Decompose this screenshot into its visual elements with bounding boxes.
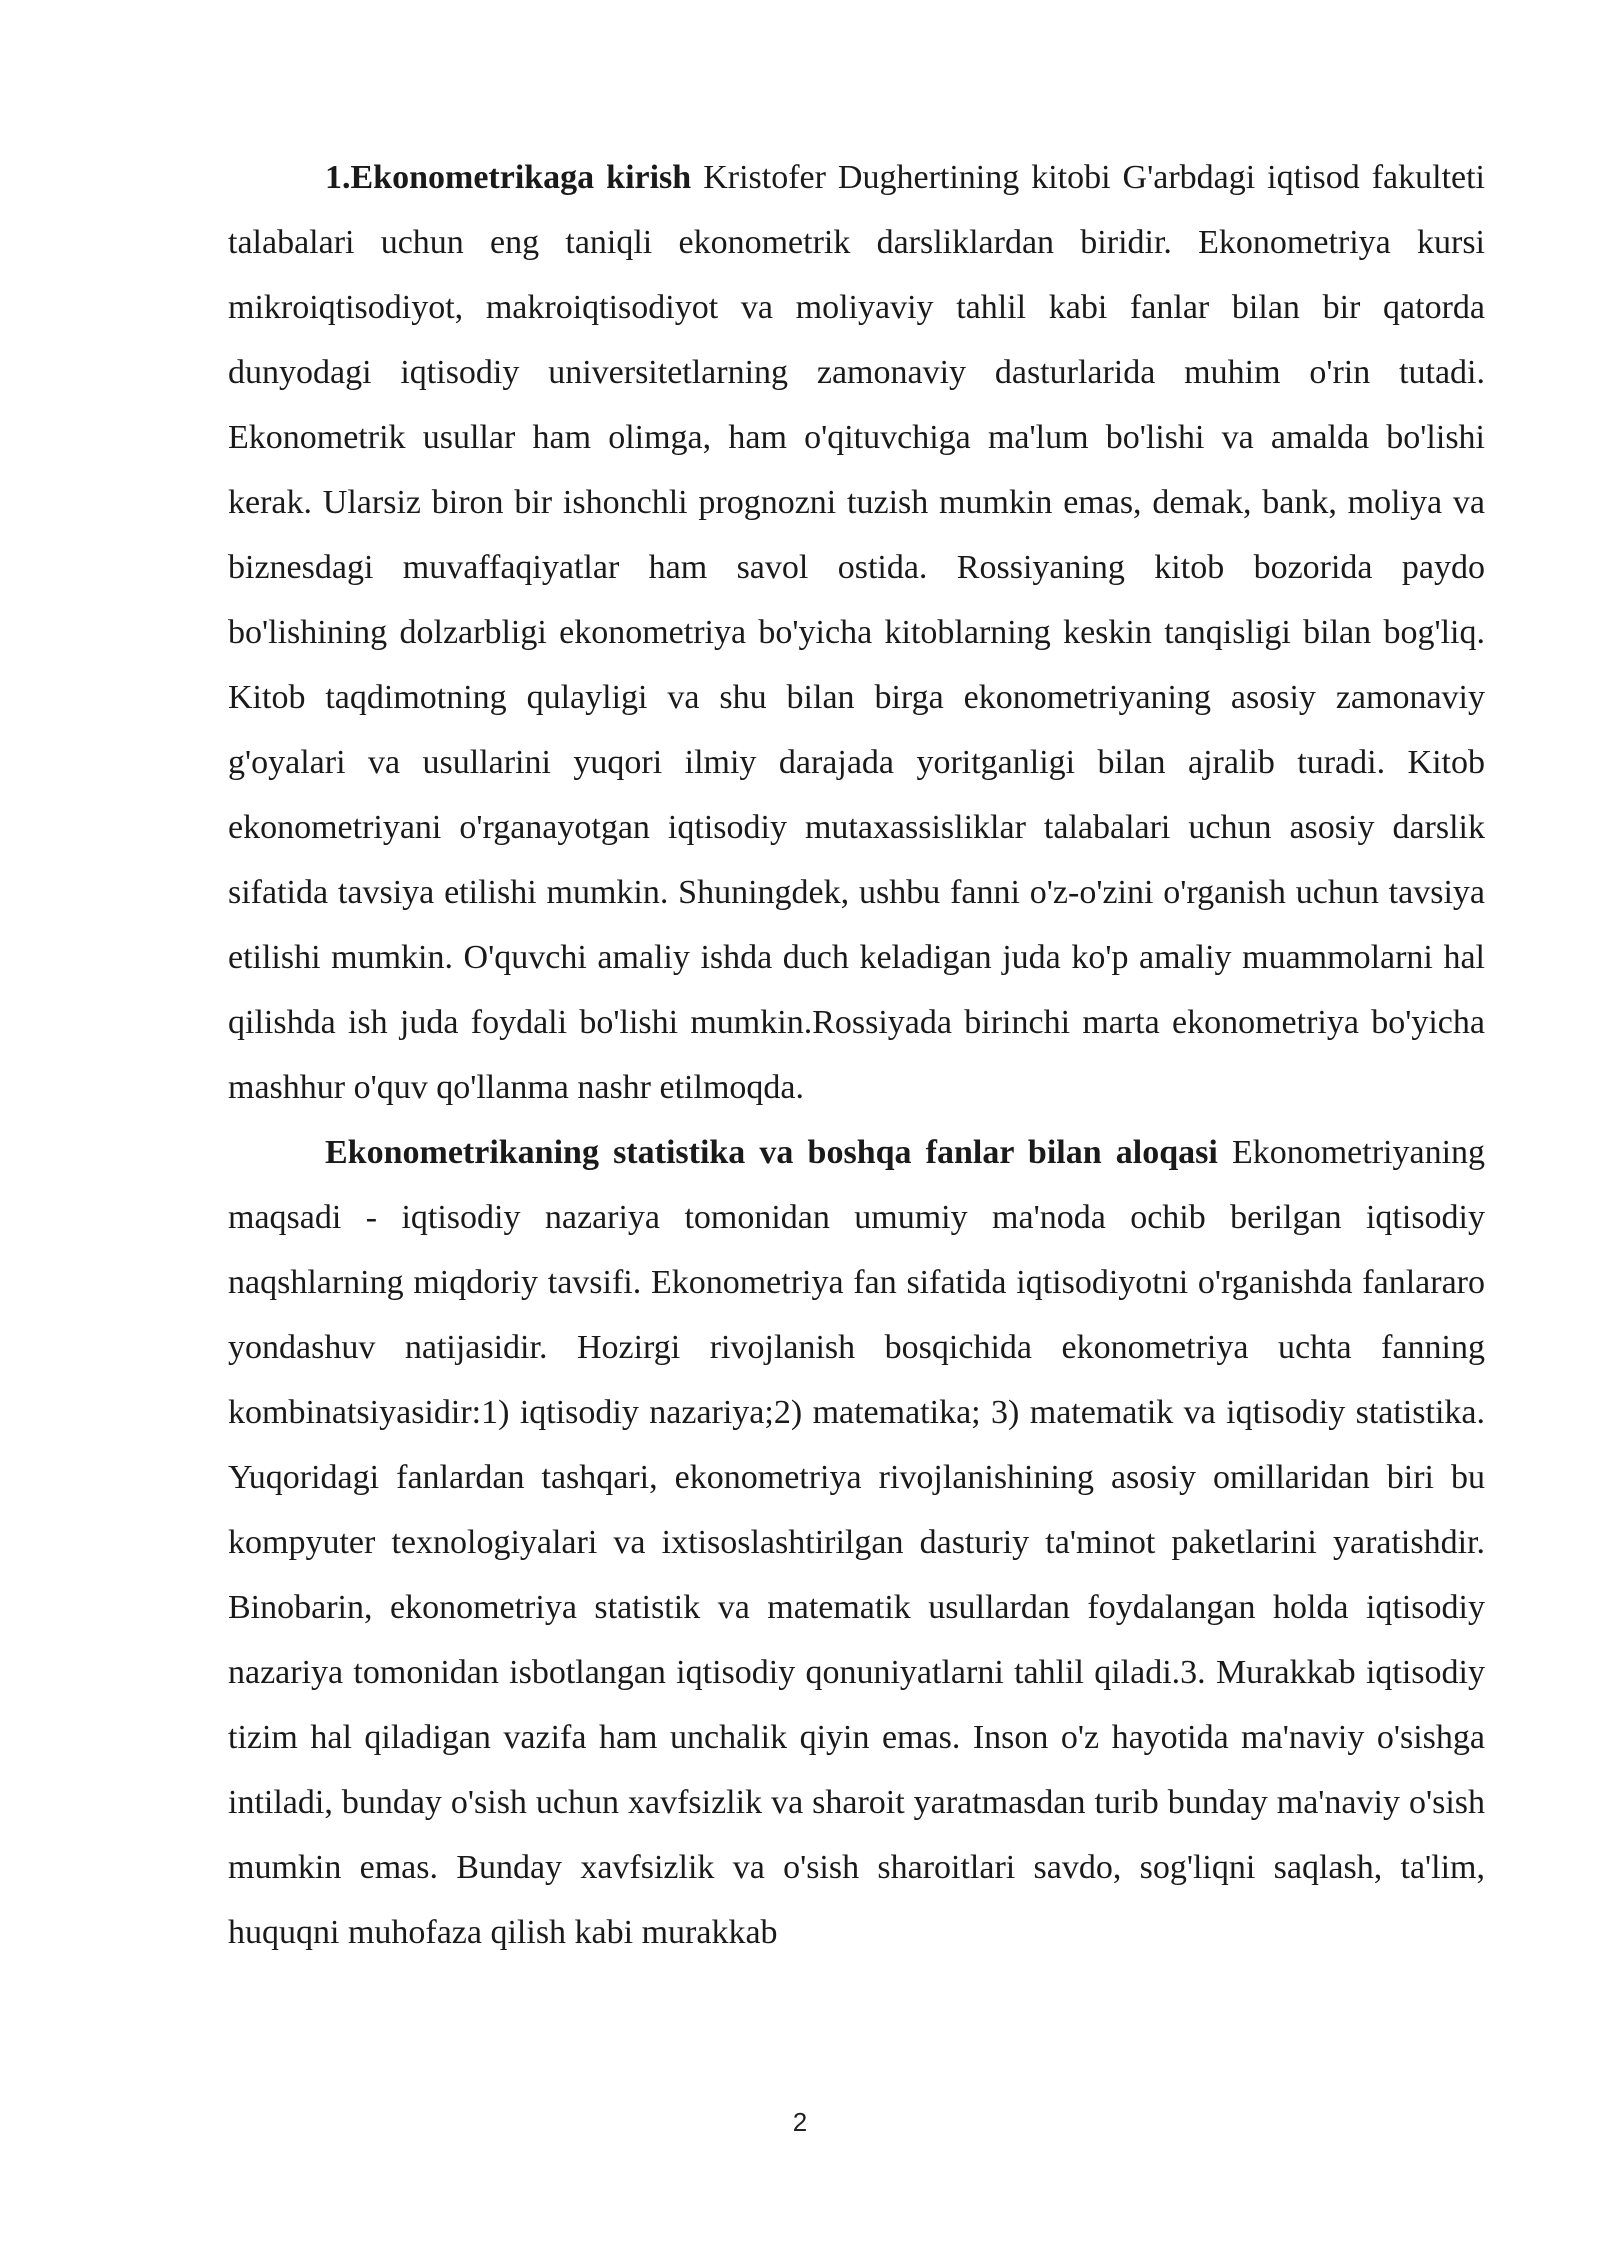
section-heading-relations: Ekonometrikaning statistika va boshqa fanlar bilan aloqasi [325,1134,1218,1171]
page-number: 2 [792,2107,808,2137]
section-heading-introduction: 1.Ekonometrikaga kirish [325,159,692,196]
paragraph-text-relations: Ekonometriyaning maqsadi - iqtisodiy nazariya tomonidan umumiy ma'noda ochib berilgan iqtisodiy naqshlarning miqdoriy tavsifi. Ekonometriya fan sifatida iqtisodiyotni o'rganishda fanlararo yondashuv natijasidir. Hozirgi rivojlanish bosqichida ekonometriya uchta fanning kombinatsiyasidir:1) iqtisodiy nazariya;2) matematika; 3) matematik va iqtisodiy statistika. Yuqoridagi fanlardan tashqari, ekonometriya rivojlanishining asosiy omillaridan biri bu kompyuter texnologiyalari va ixtisoslashtirilgan dasturiy ta'minot paketlarini yaratishdir. Binobarin, ekonometriya statistik va matematik usullardan foydalangan holda iqtisodiy nazariya tomonidan isbotlangan iqtisodiy qonuniyatlarni tahlil qiladi.3. Murakkab iqtisodiy tizim hal qiladigan vazifa ham unchalik qiyin emas. Inson o'z hayotida ma'naviy o'sishga intiladi, bunday o'sish uchun xavfsizlik va sharoit yaratmasdan turib bunday ma'naviy o'sish mumkin emas. Bunday xavfsizlik va o'sish sharoitlari savdo, sog'liqni saqlash, ta'lim, huquqni muhofaza qilish kabi murakkab [228,1134,1486,1951]
paragraph-introduction [228,145,1485,1120]
document-body [228,145,1485,1965]
paragraph-relations [228,1120,1485,1965]
paragraph-text-introduction: Kristofer Dughertining kitobi G'arbdagi iqtisod fakulteti talabalari uchun eng taniqli ekonometrik darsliklardan biridir. Ekonometriya kursi mikroiqtisodiyot, makroiqtisodiyot va moliyaviy tahlil kabi fanlar bilan bir qatorda dunyodagi iqtisodiy universitetlarning zamonaviy dasturlarida muhim o'rin tutadi. Ekonometrik usullar ham olimga, ham o'qituvchiga ma'lum bo'lishi va amalda bo'lishi kerak. Ularsiz biron bir ishonchli prognozni tuzish mumkin emas, demak, bank, moliya va biznesdagi muvaffaqiyatlar ham savol ostida. Rossiyaning kitob bozorida paydo bo'lishining dolzarbligi ekonometriya bo'yicha kitoblarning keskin tanqisligi bilan bog'liq. Kitob taqdimotning qulayligi va shu bilan birga ekonometriyaning asosiy zamonaviy g'oyalari va usullarini yuqori ilmiy darajada yoritganligi bilan ajralib turadi. Kitob ekonometriyani o'rganayotgan iqtisodiy mutaxassisliklar talabalari uchun asosiy darslik sifatida tavsiya etilishi mumkin. Shuningdek, ushbu fanni o'z-o'zini o'rganish uchun tavsiya etilishi mumkin. O'quvchi amaliy ishda duch keladigan juda ko'p amaliy muammolarni hal qilishda ish juda foydali bo'lishi mumkin.Rossiyada birinchi marta ekonometriya bo'yicha mashhur o'quv qo'llanma nashr etilmoqda. [228,159,1486,1106]
